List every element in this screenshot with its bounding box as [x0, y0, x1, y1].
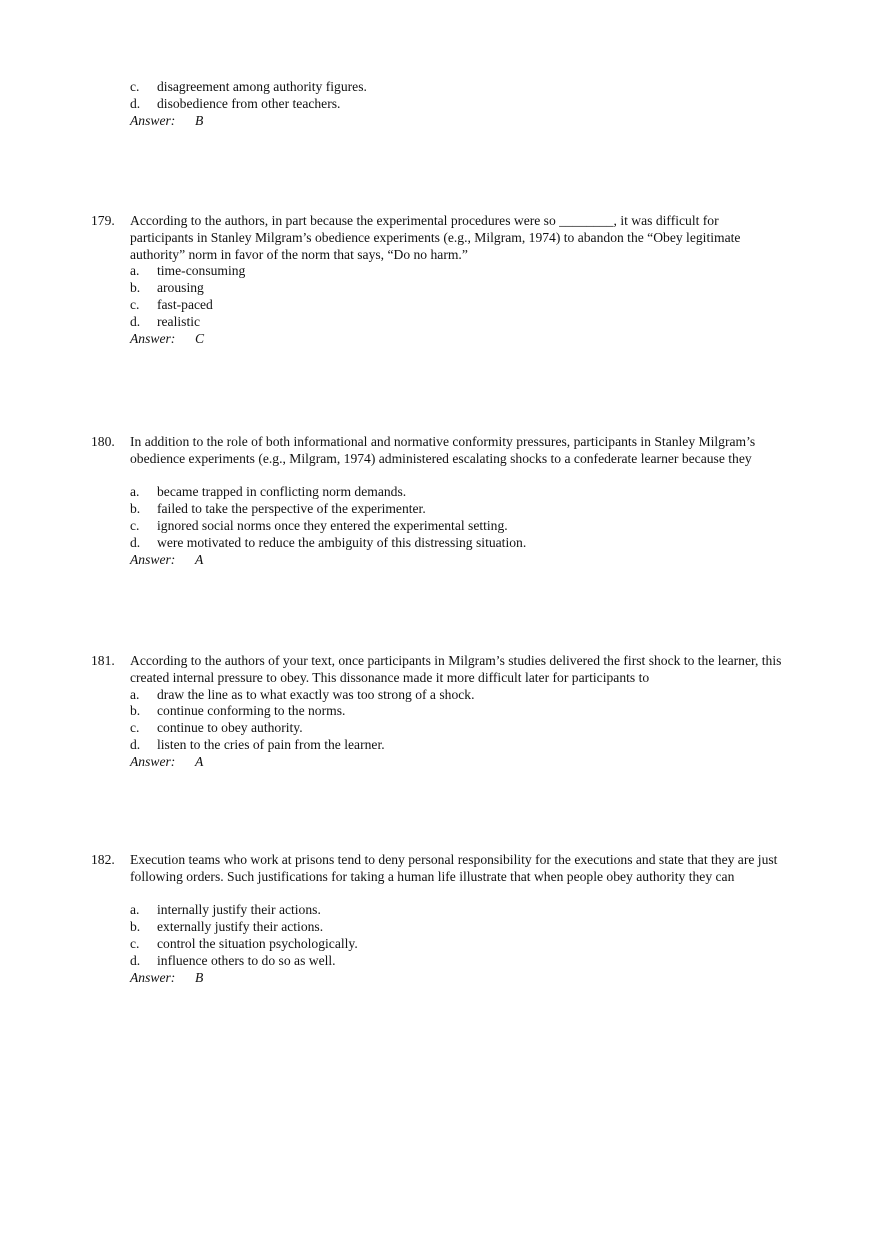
question-number: 180. — [91, 434, 115, 449]
option-d — [0, 314, 880, 331]
option-letter: c. — [130, 720, 140, 736]
option-b — [0, 280, 880, 297]
question-stem: Execution teams who work at prisons tend to deny personal responsibility for the executions and state that they are just following orders. Such justifications for taking a human life illustrate that when people obey authority they can — [130, 852, 778, 884]
option-c — [0, 79, 880, 96]
question-stem: According to the authors of your text, once participants in Milgram’s studies delivered the first shock to the learner, this created internal pressure to obey. This dissonance made it more difficult later for participants to — [130, 653, 782, 685]
option-letter: a. — [130, 484, 140, 500]
question-182 — [0, 852, 880, 986]
question-number: 181. — [91, 653, 115, 668]
option-text: fast-paced — [157, 296, 213, 312]
option-letter: c. — [130, 296, 140, 312]
option-a — [0, 687, 880, 704]
question-number: 182. — [91, 852, 115, 867]
answer-value: C — [195, 330, 205, 346]
option-text: failed to take the perspective of the experimenter. — [157, 501, 426, 517]
option-c — [0, 936, 880, 953]
answer-label: Answer: — [130, 330, 176, 346]
option-c — [0, 518, 880, 535]
answer-label: Answer: — [130, 551, 176, 567]
option-d — [0, 96, 880, 113]
option-text: continue to obey authority. — [157, 720, 303, 736]
answer-value: A — [195, 551, 204, 567]
answer-value: B — [195, 969, 204, 985]
answer-label: Answer: — [130, 753, 176, 769]
option-d — [0, 535, 880, 552]
option-letter: d. — [130, 952, 141, 968]
option-text: influence others to do so as well. — [157, 952, 336, 968]
option-text: draw the line as to what exactly was too strong of a shock. — [157, 686, 475, 702]
option-letter: a. — [130, 263, 140, 279]
option-text: control the situation psychologically. — [157, 935, 358, 951]
option-b — [0, 501, 880, 518]
answer-line — [0, 331, 880, 348]
question-180 — [0, 434, 880, 568]
option-text: ignored social norms once they entered the experimental setting. — [157, 517, 508, 533]
option-a — [0, 902, 880, 919]
option-text: externally justify their actions. — [157, 919, 324, 935]
option-letter: c. — [130, 935, 140, 951]
answer-line — [0, 113, 880, 130]
question-179 — [0, 213, 880, 347]
option-letter: b. — [130, 280, 141, 296]
option-letter: b. — [130, 501, 141, 517]
option-letter: a. — [130, 686, 140, 702]
carryover-question — [0, 79, 880, 129]
option-c — [0, 720, 880, 737]
option-text: disobedience from other teachers. — [157, 95, 341, 111]
option-letter: d. — [130, 313, 141, 329]
option-letter: b. — [130, 919, 141, 935]
option-text: became trapped in conflicting norm demands. — [157, 484, 407, 500]
answer-label: Answer: — [130, 969, 176, 985]
option-letter: c. — [130, 79, 140, 94]
option-text: time-consuming — [157, 263, 246, 279]
option-a — [0, 484, 880, 501]
option-text: realistic — [157, 313, 201, 329]
option-letter: d. — [130, 95, 141, 111]
option-letter: a. — [130, 902, 140, 918]
option-d — [0, 737, 880, 754]
answer-line — [0, 552, 880, 569]
option-c — [0, 297, 880, 314]
option-text: arousing — [157, 280, 204, 296]
option-text: internally justify their actions. — [157, 902, 321, 918]
answer-value: A — [195, 753, 204, 769]
option-a — [0, 263, 880, 280]
option-letter: c. — [130, 517, 140, 533]
question-number: 179. — [91, 213, 115, 228]
option-letter: d. — [130, 736, 141, 752]
answer-value: B — [195, 112, 204, 128]
option-d — [0, 953, 880, 970]
option-letter: d. — [130, 534, 141, 550]
option-text: listen to the cries of pain from the learner. — [157, 736, 385, 752]
question-stem: According to the authors, in part because the experimental procedures were so ________, it was difficult for participants in Stanley Milgram’s obedience experiments (e.g., Milgram, 1974) to abandon the “Obey legitimate authority” norm in favor of the norm that says, “Do no harm.” — [130, 213, 741, 262]
answer-line — [0, 754, 880, 771]
question-181 — [0, 653, 880, 771]
option-letter: b. — [130, 703, 141, 719]
option-b — [0, 919, 880, 936]
option-text: were motivated to reduce the ambiguity of this distressing situation. — [157, 534, 527, 550]
option-b — [0, 703, 880, 720]
option-text: disagreement among authority figures. — [157, 79, 367, 94]
option-text: continue conforming to the norms. — [157, 703, 346, 719]
answer-label: Answer: — [130, 112, 176, 128]
question-stem: In addition to the role of both informational and normative conformity pressures, participants in Stanley Milgram’s obedience experiments (e.g., Milgram, 1974) administered escalating shocks to a confederate learner because they — [130, 434, 756, 466]
answer-line — [0, 970, 880, 987]
